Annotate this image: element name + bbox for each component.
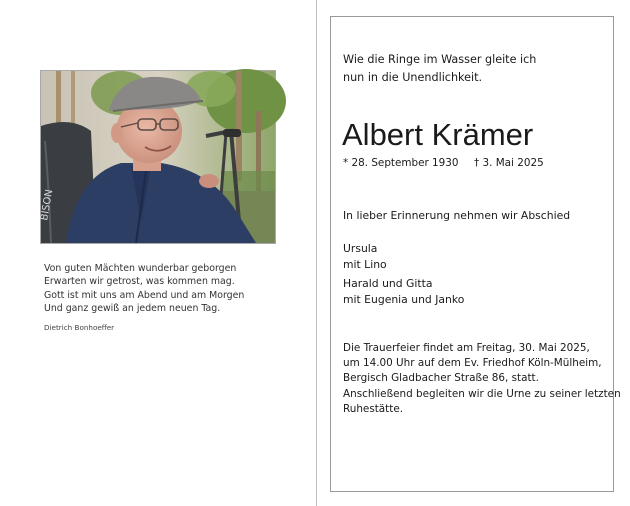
poem-author: Dietrich Bonhoeffer xyxy=(44,323,115,332)
fold-line xyxy=(316,0,317,506)
poem xyxy=(44,262,294,316)
poem-line: Erwarten wir getrost, was kommen mag. xyxy=(44,276,235,288)
portrait-photo xyxy=(40,70,276,244)
poem-line: Und ganz gewiß an jedem neuen Tag. xyxy=(44,303,221,315)
family-member: Harald und Gitta xyxy=(343,277,433,290)
quote-line: nun in die Unendlichkeit. xyxy=(343,70,483,84)
death-date: † 3. Mai 2025 xyxy=(474,157,544,169)
ceremony-line: Anschließend begleiten wir die Urne zu seiner letzten xyxy=(343,387,621,400)
ceremony-line: Bergisch Gladbacher Straße 86, statt. xyxy=(343,372,539,385)
ceremony-line: Ruhestätte. xyxy=(343,402,404,415)
family-member: Ursula xyxy=(343,242,378,255)
deceased-name: Albert Krämer xyxy=(342,117,534,152)
family-member: mit Lino xyxy=(343,258,387,271)
svg-text:BISON: BISON xyxy=(39,188,56,222)
poem-line: Gott ist mit uns am Abend und am Morgen xyxy=(44,289,245,301)
portrait-illustration xyxy=(41,71,275,243)
poem-line: Von guten Mächten wunderbar geborgen xyxy=(44,263,237,274)
opening-quote xyxy=(343,51,536,86)
ceremony-line: Die Trauerfeier findet am Freitag, 30. Mai 2025, xyxy=(343,342,590,354)
quote-line: Wie die Ringe im Wasser gleite ich xyxy=(343,53,537,66)
family-group xyxy=(343,276,603,308)
family-group xyxy=(343,241,603,273)
ceremony-line: um 14.00 Uhr auf dem Ev. Friedhof Köln-Mülheim, xyxy=(343,357,602,370)
ceremony-details xyxy=(343,341,621,417)
birth-date: * 28. September 1930 xyxy=(343,157,459,169)
farewell-line: In lieber Erinnerung nehmen wir Abschied xyxy=(343,209,571,222)
family-member: mit Eugenia und Janko xyxy=(343,293,465,306)
